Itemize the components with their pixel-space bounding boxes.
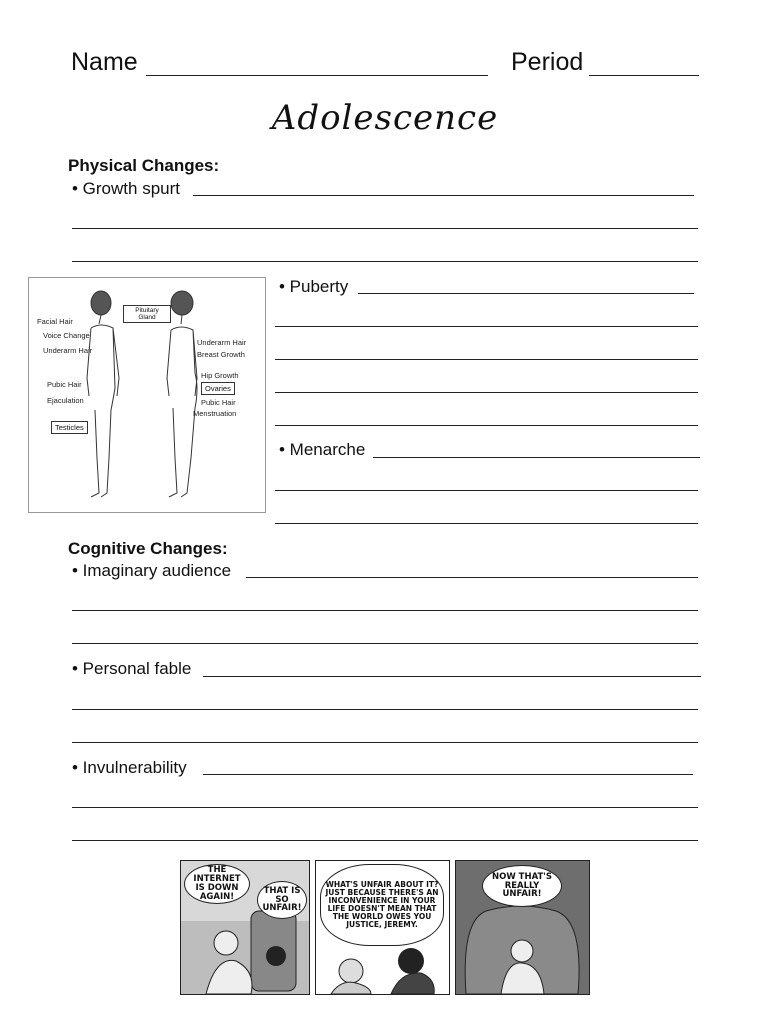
- puberty-label: • Puberty: [279, 277, 349, 296]
- imaginary-audience-line-2[interactable]: [72, 610, 698, 611]
- growth-spurt-line[interactable]: [193, 195, 694, 196]
- cognitive-changes-heading: Cognitive Changes:: [68, 539, 228, 558]
- breast-growth-label: Breast Growth: [197, 350, 245, 359]
- ovaries-label: Ovaries: [201, 382, 235, 395]
- comic-bubble-whats-unfair: WHAT'S UNFAIR ABOUT IT? JUST BECAUSE THERE'S AN INCONVENIENCE IN YOUR LIFE DOESN'T MEAN THAT THE WORLD OWES YOU JUSTICE, JEREMY.: [320, 864, 444, 946]
- comic-bubble-internet-down: THE INTERNET IS DOWN AGAIN!: [184, 864, 250, 904]
- invulnerability-line[interactable]: [203, 774, 693, 775]
- puberty-line-2[interactable]: [275, 326, 698, 327]
- personal-fable-line-2[interactable]: [72, 709, 698, 710]
- menarche-label: • Menarche: [279, 440, 366, 459]
- puberty-line[interactable]: [358, 293, 694, 294]
- comic-panel-1: [180, 860, 310, 995]
- menstruation-label: Menstruation: [193, 409, 237, 418]
- period-field[interactable]: [589, 75, 699, 76]
- puberty-diagram: [28, 277, 266, 513]
- underarm-hair-male-label: Underarm Hair: [43, 346, 93, 355]
- physical-changes-heading: Physical Changes:: [68, 156, 220, 175]
- imaginary-audience-line-3[interactable]: [72, 643, 698, 644]
- comic-bubble-so-unfair: THAT IS SO UNFAIR!: [257, 881, 307, 919]
- voice-change-label: Voice Change: [43, 331, 90, 340]
- name-field[interactable]: [146, 75, 488, 76]
- period-label: Period: [511, 48, 584, 76]
- pubic-hair-female-label: Pubic Hair: [201, 398, 236, 407]
- pituitary-gland-label: Pituitary Gland: [123, 305, 171, 323]
- facial-hair-label: Facial Hair: [37, 317, 73, 326]
- menarche-line-3[interactable]: [275, 523, 698, 524]
- growth-spurt-label: • Growth spurt: [72, 179, 180, 198]
- personal-fable-label: • Personal fable: [72, 659, 192, 678]
- imaginary-audience-line[interactable]: [246, 577, 698, 578]
- pubic-hair-male-label: Pubic Hair: [47, 380, 82, 389]
- puberty-line-5[interactable]: [275, 425, 698, 426]
- ejaculation-label: Ejaculation: [47, 396, 84, 405]
- comic-panel-2: [315, 860, 450, 995]
- puberty-line-3[interactable]: [275, 359, 698, 360]
- invulnerability-line-2[interactable]: [72, 807, 698, 808]
- invulnerability-line-3[interactable]: [72, 840, 698, 841]
- personal-fable-line[interactable]: [203, 676, 701, 677]
- personal-fable-line-3[interactable]: [72, 742, 698, 743]
- underarm-hair-female-label: Underarm Hair: [197, 338, 247, 347]
- menarche-line[interactable]: [373, 457, 700, 458]
- imaginary-audience-label: • Imaginary audience: [72, 561, 232, 580]
- invulnerability-label: • Invulnerability: [72, 758, 187, 777]
- puberty-line-4[interactable]: [275, 392, 698, 393]
- testicles-label: Testicles: [51, 421, 88, 434]
- hip-growth-label: Hip Growth: [201, 371, 239, 380]
- growth-spurt-line-3[interactable]: [72, 261, 698, 262]
- growth-spurt-line-2[interactable]: [72, 228, 698, 229]
- comic-panel-3: [455, 860, 590, 995]
- name-label: Name: [71, 48, 138, 76]
- page-title: Adolescence: [271, 98, 499, 138]
- menarche-line-2[interactable]: [275, 490, 698, 491]
- comic-bubble-really-unfair: NOW THAT'S REALLY UNFAIR!: [482, 865, 562, 907]
